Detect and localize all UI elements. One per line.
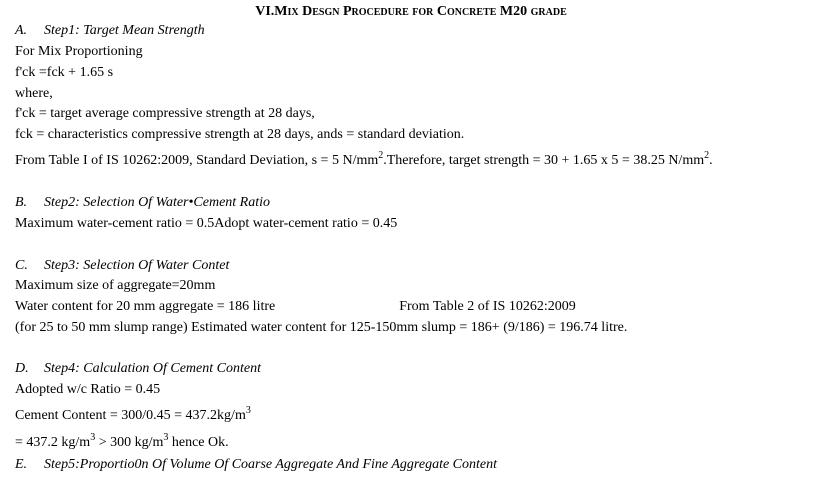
text-run: Cement Content = 300/0.45 = 437.2kg/m <box>15 408 246 423</box>
paragraph-line: For Mix Proportioning <box>15 44 143 59</box>
water-content-line <box>15 300 576 314</box>
heading-step3 <box>15 259 229 273</box>
heading-text: Step4: Calculation Of Cement Content <box>44 361 261 376</box>
title-prefix: VI. <box>255 4 275 19</box>
superscript: 2 <box>378 150 384 161</box>
text-run: Water content for 20 mm aggregate = 186 litre <box>15 299 276 314</box>
title-text: Mix Desgn Procedure for Concrete <box>274 4 497 19</box>
text-run: .Therefore, target strength = 30 + 1.65 x 5 = 38.25 N/mm <box>383 153 705 168</box>
paragraph-line: (for 25 to 50 mm slump range) Estimated water content for 125-150mm slump = 186+ (9/186) = 196.74 litre. <box>15 320 628 335</box>
superscript: 2 <box>704 150 710 161</box>
check-line <box>15 432 229 450</box>
heading-text: Step3: Selection Of Water Contet <box>44 258 230 273</box>
heading-step4 <box>15 362 261 376</box>
heading-step1 <box>15 24 205 38</box>
heading-text: Step1: Target Mean Strength <box>44 23 205 38</box>
heading-step5 <box>15 458 497 472</box>
heading-marker: A. <box>15 23 28 38</box>
title-grade: M20 <box>499 4 528 19</box>
heading-marker: B. <box>15 195 28 210</box>
definition-line: fck = characteristics compressive strength at 28 days, ands = standard deviation. <box>15 127 465 142</box>
heading-text: Step2: Selection Of Water•Cement Ratio <box>44 195 271 210</box>
superscript: 3 <box>163 432 169 443</box>
superscript: 3 <box>245 405 251 416</box>
title-suffix: grade <box>530 4 567 19</box>
heading-step2 <box>15 196 270 210</box>
paragraph-line: Maximum water-cement ratio = 0.5Adopt water-cement ratio = 0.45 <box>15 216 398 231</box>
formula-line: f'ck =fck + 1.65 s <box>15 65 114 80</box>
heading-marker: D. <box>15 361 29 376</box>
definition-line: f'ck = target average compressive strength at 28 days, <box>15 106 315 121</box>
text-run: From Table I of IS 10262:2009, Standard Deviation, s = 5 N/mm <box>15 153 379 168</box>
text-run: > 300 kg/m <box>95 435 164 450</box>
superscript: 3 <box>90 432 96 443</box>
text-run: = 437.2 kg/m <box>15 435 91 450</box>
heading-marker: E. <box>15 457 28 472</box>
paragraph-line: Maximum size of aggregate=20mm <box>15 278 216 293</box>
cement-content-line <box>15 405 251 423</box>
paragraph-line: Adopted w/c Ratio = 0.45 <box>15 382 161 397</box>
paragraph-line: where, <box>15 86 53 101</box>
heading-marker: C. <box>15 258 28 273</box>
text-run: . <box>709 153 713 168</box>
standard-deviation-line <box>15 150 713 168</box>
section-title <box>0 5 822 19</box>
text-run: hence Ok. <box>168 435 229 450</box>
heading-text: Step5:Proportio0n Of Volume Of Coarse Aggregate And Fine Aggregate Content <box>44 457 498 472</box>
text-run: From Table 2 of IS 10262:2009 <box>399 299 576 314</box>
